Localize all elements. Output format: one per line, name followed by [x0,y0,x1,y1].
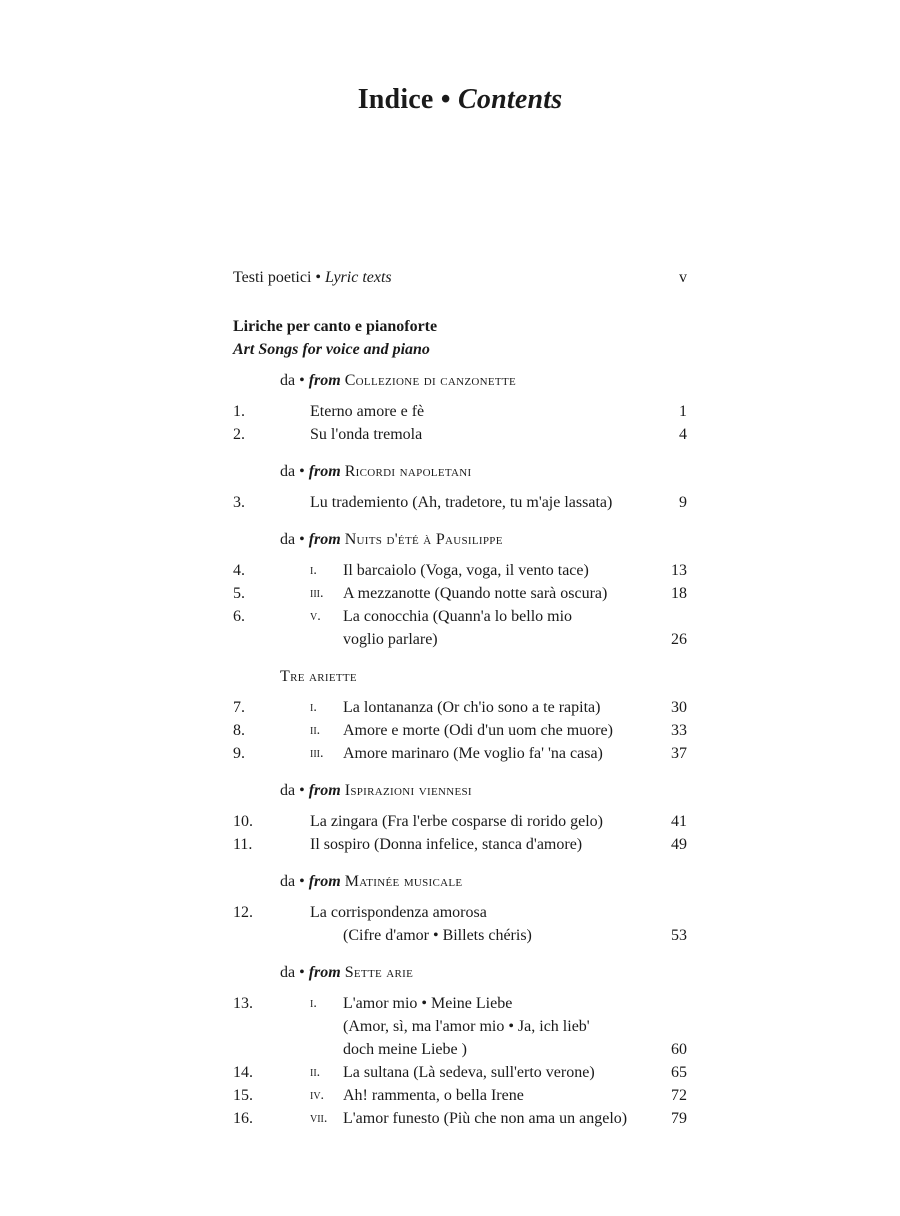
toc-entry[interactable]: 2. Su l'onda tremola 4 [233,423,687,446]
page-number: 37 [671,745,687,762]
page-number: 4 [679,426,687,443]
toc-entry[interactable]: 6. v. La conocchia (Quann'a lo bello mio [233,608,573,625]
toc-entry[interactable]: 12. La corrispondenza amorosa [233,904,487,921]
toc-entry[interactable]: 16. vii. L'amor funesto (Più che non ama un angelo) 79 [233,1107,687,1130]
section-heading-en: Art Songs for voice and piano [233,341,430,358]
toc-entry-continued[interactable]: (Cifre d'amor • Billets chéris) 53 [233,924,687,947]
page-number: 49 [671,836,687,853]
page-number: v [679,269,687,286]
toc-entry[interactable]: 5. iii. A mezzanotte (Quando notte sarà oscura) 18 [233,582,687,605]
page-number: 30 [671,699,687,716]
toc-entry[interactable]: 3. Lu trademiento (Ah, tradetore, tu m'aje lassata) 9 [233,491,687,514]
toc-entry[interactable]: 4. i. Il barcaiolo (Voga, voga, il vento tace) 13 [233,559,687,582]
toc-entry-continued[interactable]: voglio parlare) 26 [233,628,687,651]
group-heading: da • from Ispirazioni viennesi [280,782,472,799]
page-number: 41 [671,813,687,830]
page-number: 79 [671,1110,687,1127]
toc-entry[interactable]: 8. ii. Amore e morte (Odi d'un uom che muore) 33 [233,719,687,742]
page-number: 33 [671,722,687,739]
toc-entry-continued[interactable]: (Amor, sì, ma l'amor mio • Ja, ich lieb' [343,1018,590,1035]
group-heading: da • from Collezione di canzonette [280,372,516,389]
toc-entry-continued[interactable]: doch meine Liebe ) 60 [233,1038,687,1061]
toc-entry[interactable]: 13. i. L'amor mio • Meine Liebe [233,995,513,1012]
page-number: 9 [679,494,687,511]
group-heading: da • from Ricordi napoletani [280,463,472,480]
toc-entry[interactable]: 11. Il sospiro (Donna infelice, stanca d'amore) 49 [233,833,687,856]
group-heading: Tre ariette [280,668,357,685]
page-number: 53 [671,927,687,944]
page-number: 26 [671,631,687,648]
toc-entry[interactable]: 9. iii. Amore marinaro (Me voglio fa' 'na casa) 37 [233,742,687,765]
section-heading: Liriche per canto e pianoforte [233,318,438,335]
toc-entry[interactable]: 10. La zingara (Fra l'erbe cosparse di rorido gelo) 41 [233,810,687,833]
group-heading: da • from Sette arie [280,964,414,981]
page-number: 18 [671,585,687,602]
page-number: 1 [679,403,687,420]
page-title: Indice • Contents [357,84,563,115]
page-number: 13 [671,562,687,579]
toc-entry[interactable]: 7. i. La lontananza (Or ch'io sono a te rapita) 30 [233,696,687,719]
page-number: 60 [671,1041,687,1058]
toc-entry[interactable]: 14. ii. La sultana (Là sedeva, sull'erto verone) 65 [233,1061,687,1084]
group-heading: da • from Matinée musicale [280,873,463,890]
toc-entry[interactable]: 1. Eterno amore e fè 1 [233,400,687,423]
page-number: 65 [671,1064,687,1081]
group-heading: da • from Nuits d'été à Pausilippe [280,531,503,548]
toc-entry-front[interactable]: Testi poetici • Lyric texts v [233,266,687,289]
page-number: 72 [671,1087,687,1104]
table-of-contents [233,266,687,1130]
toc-entry[interactable]: 15. iv. Ah! rammenta, o bella Irene 72 [233,1084,687,1107]
